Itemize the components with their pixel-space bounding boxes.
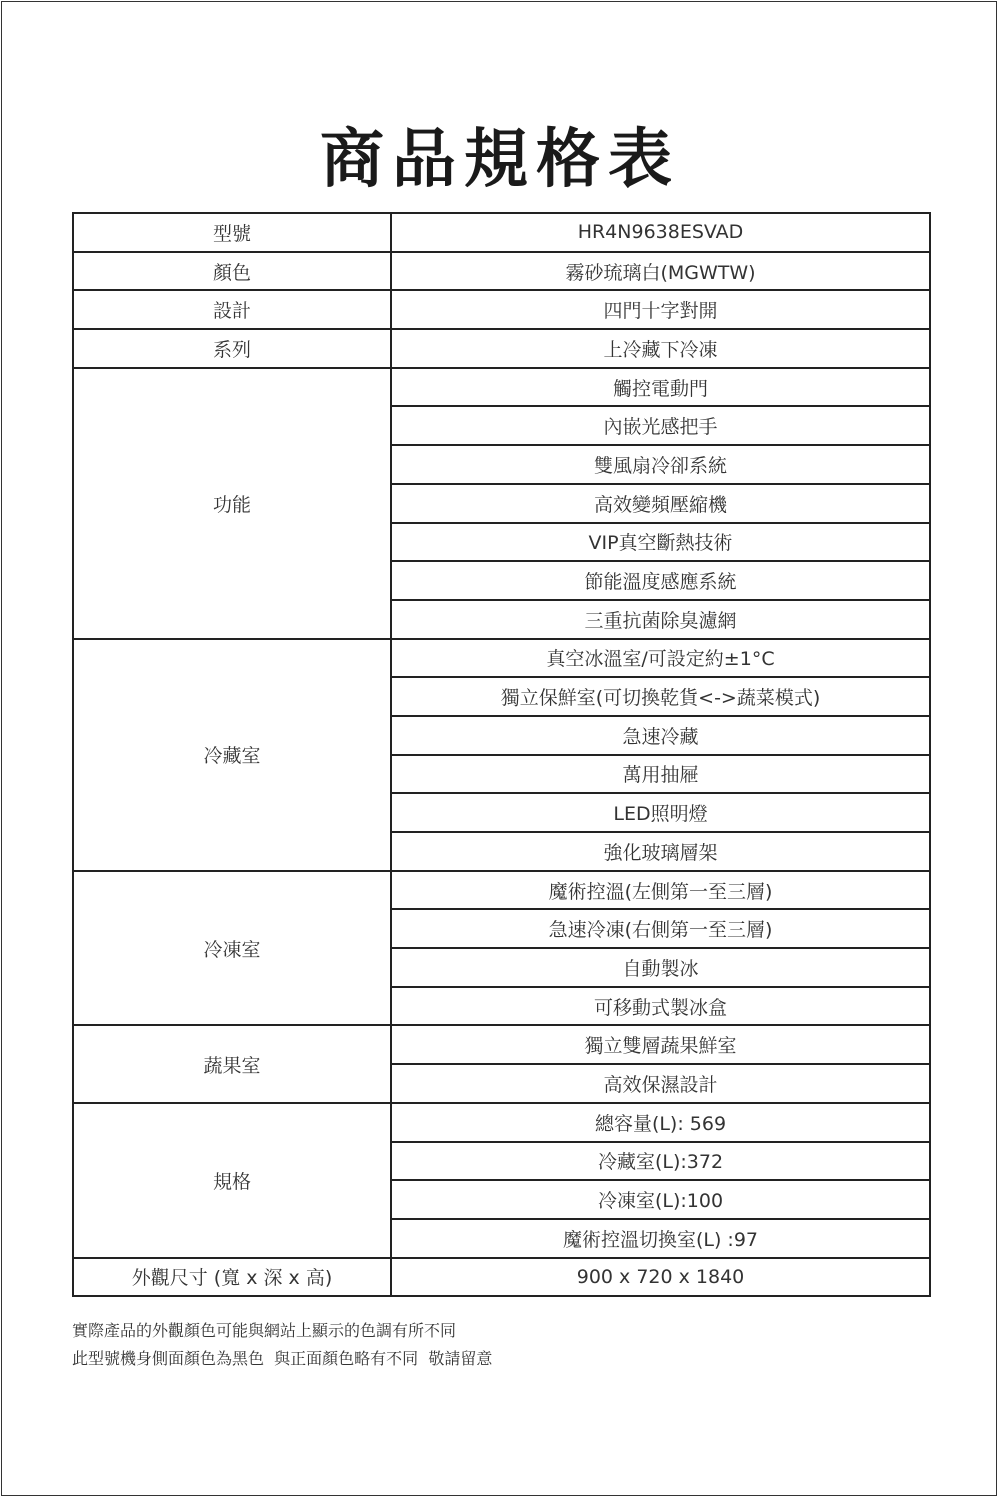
spec-value: 霧砂琉璃白(MGWTW) <box>391 252 930 291</box>
spec-label: 設計 <box>73 290 391 329</box>
spec-value: 高效變頻壓縮機 <box>391 484 930 523</box>
spec-label: 蔬果室 <box>73 1025 391 1102</box>
table-row <box>73 1025 930 1064</box>
spec-value: 上冷藏下冷凍 <box>391 329 930 368</box>
spec-value: 急速冷凍(右側第一至三層) <box>391 909 930 948</box>
disclaimer-notes <box>72 1317 492 1373</box>
spec-value: 冷藏室(L):372 <box>391 1142 930 1181</box>
spec-value: HR4N9638ESVAD <box>391 213 930 252</box>
spec-value: 強化玻璃層架 <box>391 832 930 871</box>
spec-value: 獨立保鮮室(可切換乾貨<->蔬菜模式) <box>391 677 930 716</box>
table-row <box>73 871 930 910</box>
spec-value: 獨立雙層蔬果鮮室 <box>391 1025 930 1064</box>
spec-value: 內嵌光感把手 <box>391 406 930 445</box>
table-row <box>73 252 930 291</box>
spec-label: 冷凍室 <box>73 871 391 1026</box>
spec-label: 顏色 <box>73 252 391 291</box>
spec-value: 自動製冰 <box>391 948 930 987</box>
note-line: 實際產品的外觀顏色可能與網站上顯示的色調有所不同 <box>72 1321 457 1340</box>
spec-value: 可移動式製冰盒 <box>391 987 930 1026</box>
table-row <box>73 290 930 329</box>
spec-value: 900 x 720 x 1840 <box>391 1258 930 1297</box>
table-row <box>73 639 930 678</box>
spec-value: 雙風扇冷卻系統 <box>391 445 930 484</box>
table-row <box>73 1258 930 1297</box>
spec-value: 真空冰溫室/可設定約±1°C <box>391 639 930 678</box>
spec-value: 總容量(L): 569 <box>391 1103 930 1142</box>
spec-value: 觸控電動門 <box>391 368 930 407</box>
spec-label: 冷藏室 <box>73 639 391 871</box>
spec-value: 高效保濕設計 <box>391 1064 930 1103</box>
spec-value: 萬用抽屜 <box>391 755 930 794</box>
spec-value: 魔術控溫(左側第一至三層) <box>391 871 930 910</box>
spec-value: 四門十字對開 <box>391 290 930 329</box>
table-row <box>73 213 930 252</box>
spec-value: 冷凍室(L):100 <box>391 1180 930 1219</box>
spec-value: 急速冷藏 <box>391 716 930 755</box>
table-row <box>73 368 930 407</box>
spec-table <box>72 212 931 1297</box>
spec-label: 外觀尺寸 (寬 x 深 x 高) <box>73 1258 391 1297</box>
note-line: 此型號機身側面顏色為黑色 與正面顏色略有不同 敬請留意 <box>72 1349 493 1368</box>
spec-value: 魔術控溫切換室(L) :97 <box>391 1219 930 1258</box>
spec-label: 規格 <box>73 1103 391 1258</box>
spec-value: 三重抗菌除臭濾網 <box>391 600 930 639</box>
spec-value: LED照明燈 <box>391 793 930 832</box>
page-title: 商品規格表 <box>320 123 680 197</box>
spec-value: 節能溫度感應系統 <box>391 561 930 600</box>
table-row <box>73 329 930 368</box>
table-row <box>73 1103 930 1142</box>
spec-label: 功能 <box>73 368 391 639</box>
spec-label: 系列 <box>73 329 391 368</box>
spec-label: 型號 <box>73 213 391 252</box>
spec-value: VIP真空斷熱技術 <box>391 523 930 562</box>
